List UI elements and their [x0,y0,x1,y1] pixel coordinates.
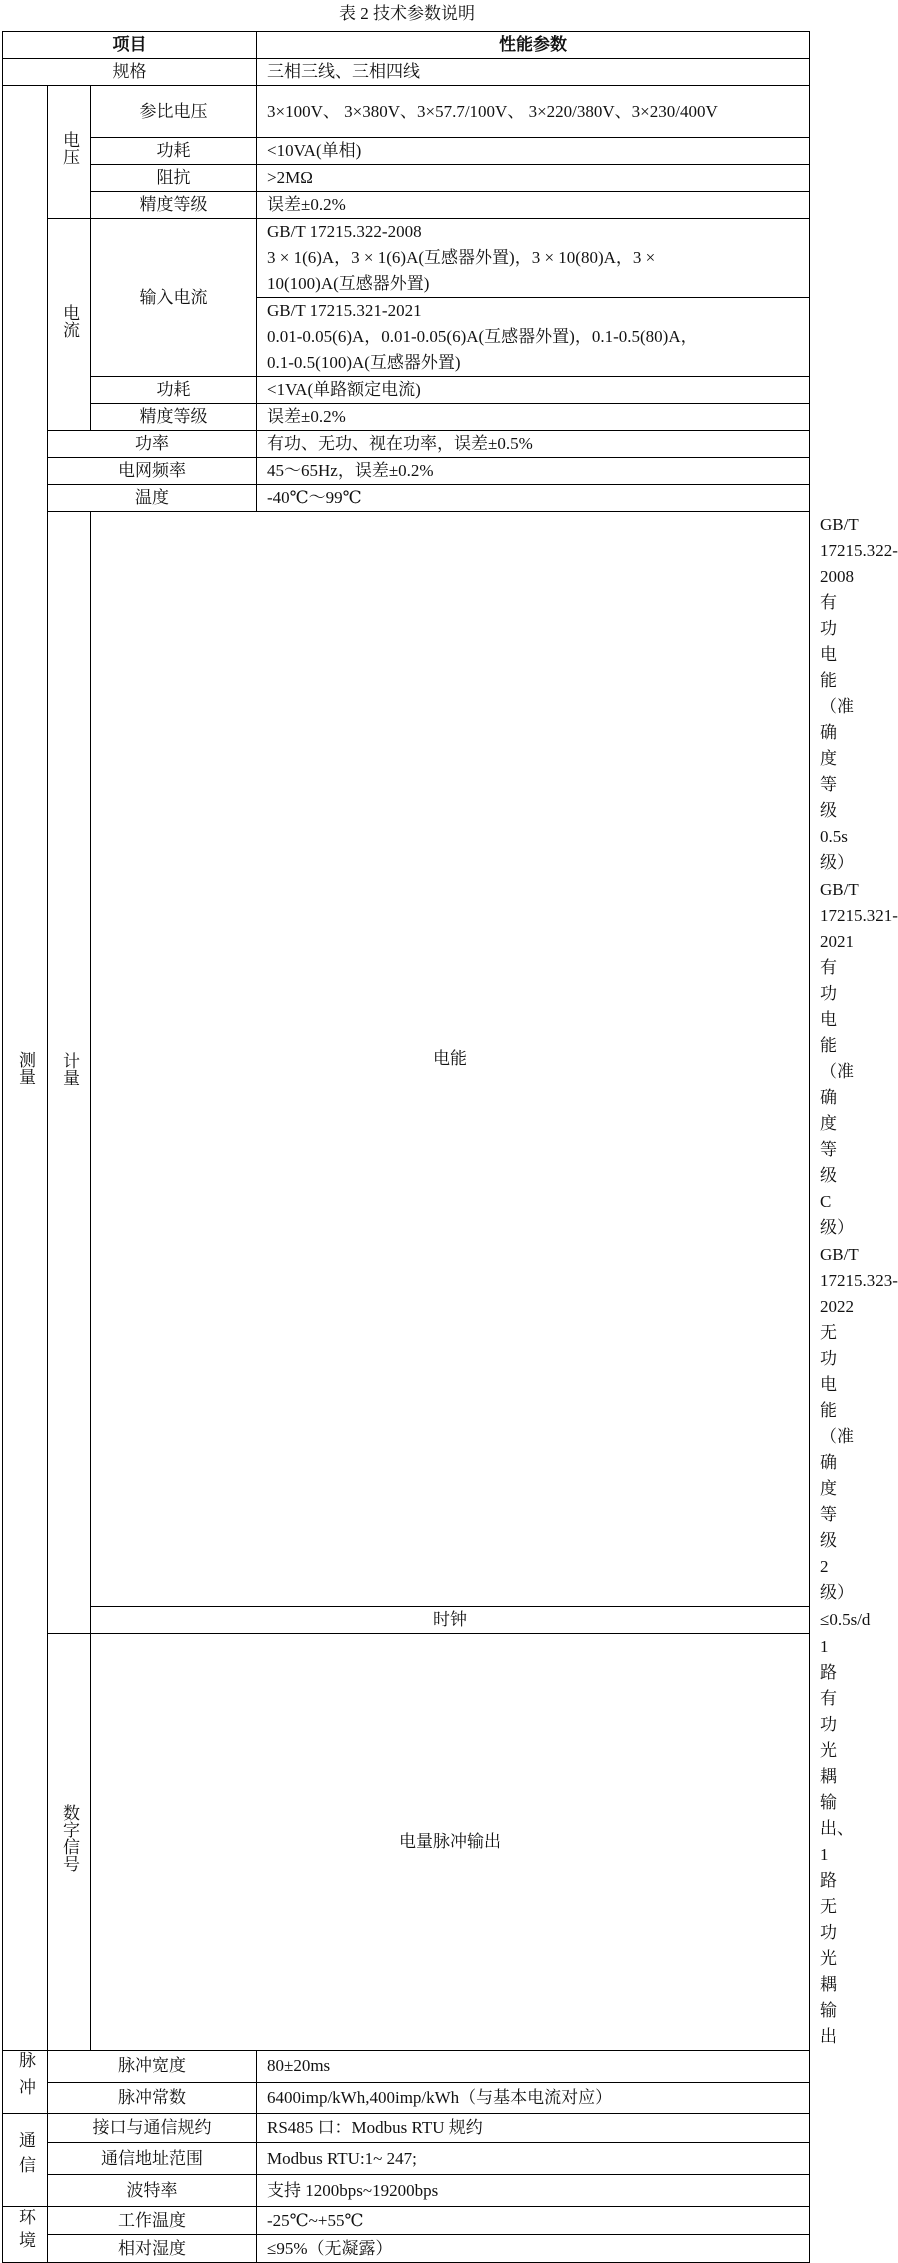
row-label: 功耗 [91,138,257,165]
table-row: GB/T 17215.323-2022 无功电能（准确度等级 2 级） [820,1245,898,1602]
group-comm [3,2114,48,2207]
row-value: 支持 1200bps~19200bps [257,2175,810,2207]
row-value: <10VA(单相) [257,138,810,165]
row-label: 阻抗 [91,165,257,192]
table-row [3,2114,810,2143]
row-value: 6400imp/kWh,400imp/kWh（与基本电流对应） [257,2082,810,2114]
row-label: 相对湿度 [48,2235,257,2263]
header-params: 性能参数 [257,32,810,59]
tech-params-table [2,31,898,2263]
row-label: 电网频率 [48,458,257,485]
text-line: GB/T 17215.322-2008 [267,222,422,241]
row-value: 误差±0.2% [257,192,810,219]
row-label: 脉冲宽度 [48,2051,257,2083]
text-line: GB/T 17215.321-2021 [267,301,422,320]
text-line: 10(100)A(互感器外置) [267,274,430,293]
row-label: 规格 [3,59,257,86]
row-value: -40℃～99℃ [257,485,810,512]
row-value: ≤95%（无凝露） [257,2235,810,2263]
row-value: 三相三线、三相四线 [257,59,810,86]
row-value: -25℃~+55℃ [257,2207,810,2235]
group-label: 数字信号 [60,1804,79,1872]
table-row [3,2235,810,2263]
row-value: RS485 口：Modbus RTU 规约 [257,2114,810,2143]
group-metering [48,512,91,1634]
group-env [3,2207,48,2263]
row-label: 精度等级 [91,192,257,219]
group-label: 测量 [16,1051,35,1085]
row-label: 温度 [48,485,257,512]
table-row: 数字信号 电量脉冲输出 1 路有功光耦输出、1 路无功光耦输出 [3,1634,810,2051]
row-label: 工作温度 [48,2207,257,2235]
row-value: 有功、无功、视在功率，误差±0.5% [257,431,810,458]
row-label: 时钟 [91,1607,810,1634]
row-label: 接口与通信规约 [48,2114,257,2143]
row-value [257,298,810,377]
table-row [3,2207,810,2235]
table-row [3,431,810,458]
row-value: 3×100V、 3×380V、3×57.7/100V、 3×220/380V、3×230/400V [257,86,810,138]
row-label: 精度等级 [91,404,257,431]
header-item: 项目 [3,32,257,59]
row-value: <1VA(单路额定电流) [257,377,810,404]
table-row [3,404,810,431]
table-row [3,165,810,192]
group-measure [3,86,48,2051]
row-label: 输入电流 [91,219,257,377]
row-label: 功率 [48,431,257,458]
row-label: 参比电压 [91,86,257,138]
row-label: 波特率 [48,2175,257,2207]
table-row [3,86,810,138]
group-label: 环境 [16,2207,35,2254]
table-row [3,192,810,219]
subgroup-voltage [48,86,91,219]
table-row [3,59,810,86]
group-label: 电压 [60,131,79,165]
text-line: 0.01-0.05(6)A，0.01-0.05(6)A(互感器外置)，0.1-0.5(80)A， [267,327,698,346]
group-pulse [3,2051,48,2114]
row-label: 脉冲常数 [48,2082,257,2114]
row-value [257,219,810,298]
table-row [3,458,810,485]
group-label: 计量 [60,1051,79,1086]
row-label: 功耗 [91,377,257,404]
row-label: 电量脉冲输出 [91,1634,810,2051]
table-row [3,2051,810,2083]
group-label: 脉冲 [16,2051,35,2105]
row-value: 误差±0.2% [257,404,810,431]
group-label: 通信 [16,2131,35,2181]
row-label: 通信地址范围 [48,2143,257,2175]
table-row: 时钟 ≤0.5s/d [3,1607,810,1634]
table-row: 计量 电能 GB/T 17215.322-2008 有功电能（准确度等级 0.5s 级） [3,512,810,877]
group-label: 电流 [60,303,79,338]
table-row: GB/T 17215.321-2021 有功电能（准确度等级 C 级） [820,880,898,1237]
subgroup-current [48,219,91,431]
group-digital [48,1634,91,2051]
table-row [3,377,810,404]
row-label: 电能 [91,512,810,1607]
header-row [3,32,810,59]
table-row [3,2143,810,2175]
text-line: 3 × 1(6)A，3 × 1(6)A(互感器外置)，3 × 10(80)A，3 × [267,248,656,267]
table-row [3,485,810,512]
table-row [3,2082,810,2114]
table-caption: 表 2 技术参数说明 [339,4,475,23]
row-value: >2MΩ [257,165,810,192]
table-row [3,138,810,165]
row-value: Modbus RTU:1~ 247; [257,2143,810,2175]
text-line: 0.1-0.5(100)A(互感器外置) [267,353,461,372]
row-value: 45～65Hz，误差±0.2% [257,458,810,485]
table-row [3,2175,810,2207]
table-row [3,219,810,298]
row-value: 80±20ms [257,2051,810,2083]
